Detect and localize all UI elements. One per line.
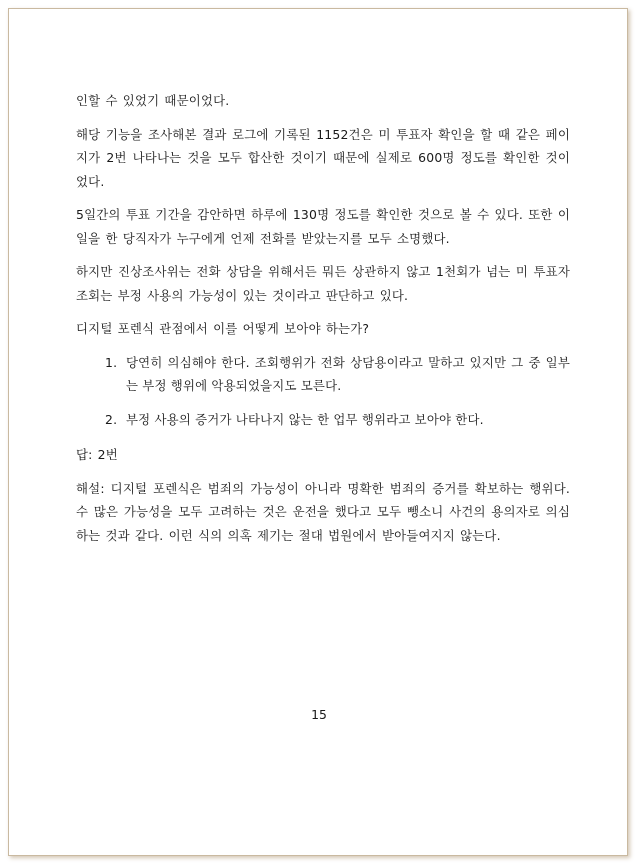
- page-number: 15: [311, 707, 327, 722]
- paragraph-investigation-committee: 하지만 진상조사위는 전화 상담을 위해서든 뭐든 상관하지 않고 1천회가 넘는 미 투표자 조회는 부정 사용의 가능성이 있는 것이라고 판단하고 있다.: [76, 264, 570, 303]
- paragraph-log-analysis: 해당 기능을 조사해본 결과 로그에 기록된 1152건은 미 투표자 확인을 할 때 같은 페이지가 2번 나타나는 것을 모두 합산한 것이기 때문에 실제로 600명 정도를 확인한 것이었다.: [76, 126, 570, 189]
- page-body: [76, 89, 570, 557]
- question-text: 디지털 포렌식 관점에서 이를 어떻게 보아야 하는가?: [76, 321, 370, 336]
- option-number: 1.: [105, 354, 118, 370]
- answer-options-list: [76, 351, 570, 432]
- answer-option-2: [76, 408, 570, 432]
- document-page: [8, 8, 628, 856]
- option-text: 부정 사용의 증거가 나타나지 않는 한 업무 행위라고 보아야 한다.: [126, 411, 484, 427]
- paragraph-continuation: 인할 수 있었기 때문이었다.: [76, 93, 230, 108]
- paragraph-voting-period: 5일간의 투표 기간을 감안하면 하루에 130명 정도를 확인한 것으로 볼 수 있다. 또한 이 일을 한 당직자가 누구에게 언제 전화를 받았는지를 모두 소명했다.: [76, 207, 570, 246]
- answer-option-1: [76, 351, 570, 398]
- option-text: 당연히 의심해야 한다. 조회행위가 전화 상담용이라고 말하고 있지만 그 중 일부는 부정 행위에 악용되었을지도 모른다.: [126, 354, 570, 393]
- explanation-text: 해설: 디지털 포렌식은 범죄의 가능성이 아니라 명확한 범죄의 증거를 확보하는 행위다. 수 많은 가능성을 모두 고려하는 것은 운전을 했다고 모두 뺑소니 사건의 용의자로 의심하는 것과 같다. 이런 식의 의혹 제기는 절대 법원에서 받아들여지지 않는다.: [76, 480, 570, 543]
- option-number: 2.: [105, 411, 118, 427]
- answer-text: 답: 2번: [76, 447, 118, 462]
